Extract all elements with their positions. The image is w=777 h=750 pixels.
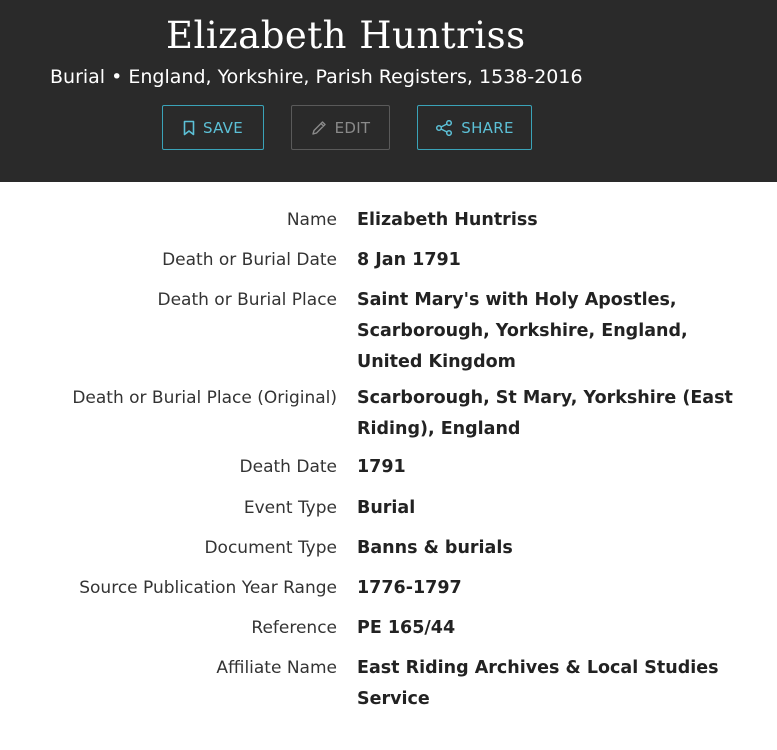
share-icon [435,120,453,136]
fact-value: 1776-1797 [357,578,462,598]
fact-value: Burial [357,498,416,518]
fact-label: Death or Burial Place [157,290,337,310]
fact-value: Banns & burials [357,538,513,558]
fact-value: 1791 [357,457,406,477]
fact-label: Affiliate Name [216,658,337,678]
edit-button[interactable] [291,105,390,150]
edit-button-label: EDIT [334,118,371,137]
fact-label: Event Type [243,498,337,518]
fact-value: PE 165/44 [357,618,456,638]
fact-label: Reference [251,618,337,638]
fact-label: Source Publication Year Range [79,578,337,598]
record-header [0,0,777,182]
fact-value: Elizabeth Huntriss [357,210,538,230]
fact-label: Death or Burial Date [162,250,337,270]
bookmark-icon [183,120,195,136]
share-button-label: SHARE [461,118,514,137]
pencil-icon [311,120,327,136]
share-button[interactable] [417,105,532,150]
save-button[interactable] [162,105,264,150]
record-subtitle: Burial • England, Yorkshire, Parish Registers, 1538-2016 [50,66,583,88]
fact-value: East Riding Archives & Local Studies Service [357,658,719,709]
fact-value: 8 Jan 1791 [357,250,461,270]
fact-value: Scarborough, St Mary, Yorkshire (East Riding), England [357,388,733,439]
fact-label: Death Date [239,457,337,477]
fact-value: Saint Mary's with Holy Apostles, Scarborough, Yorkshire, England, United Kingdom [357,290,688,372]
fact-label: Document Type [204,538,337,558]
record-title: Elizabeth Huntriss [166,14,526,57]
fact-label: Name [286,210,337,230]
fact-label: Death or Burial Place (Original) [72,388,337,408]
save-button-label: SAVE [202,118,244,137]
